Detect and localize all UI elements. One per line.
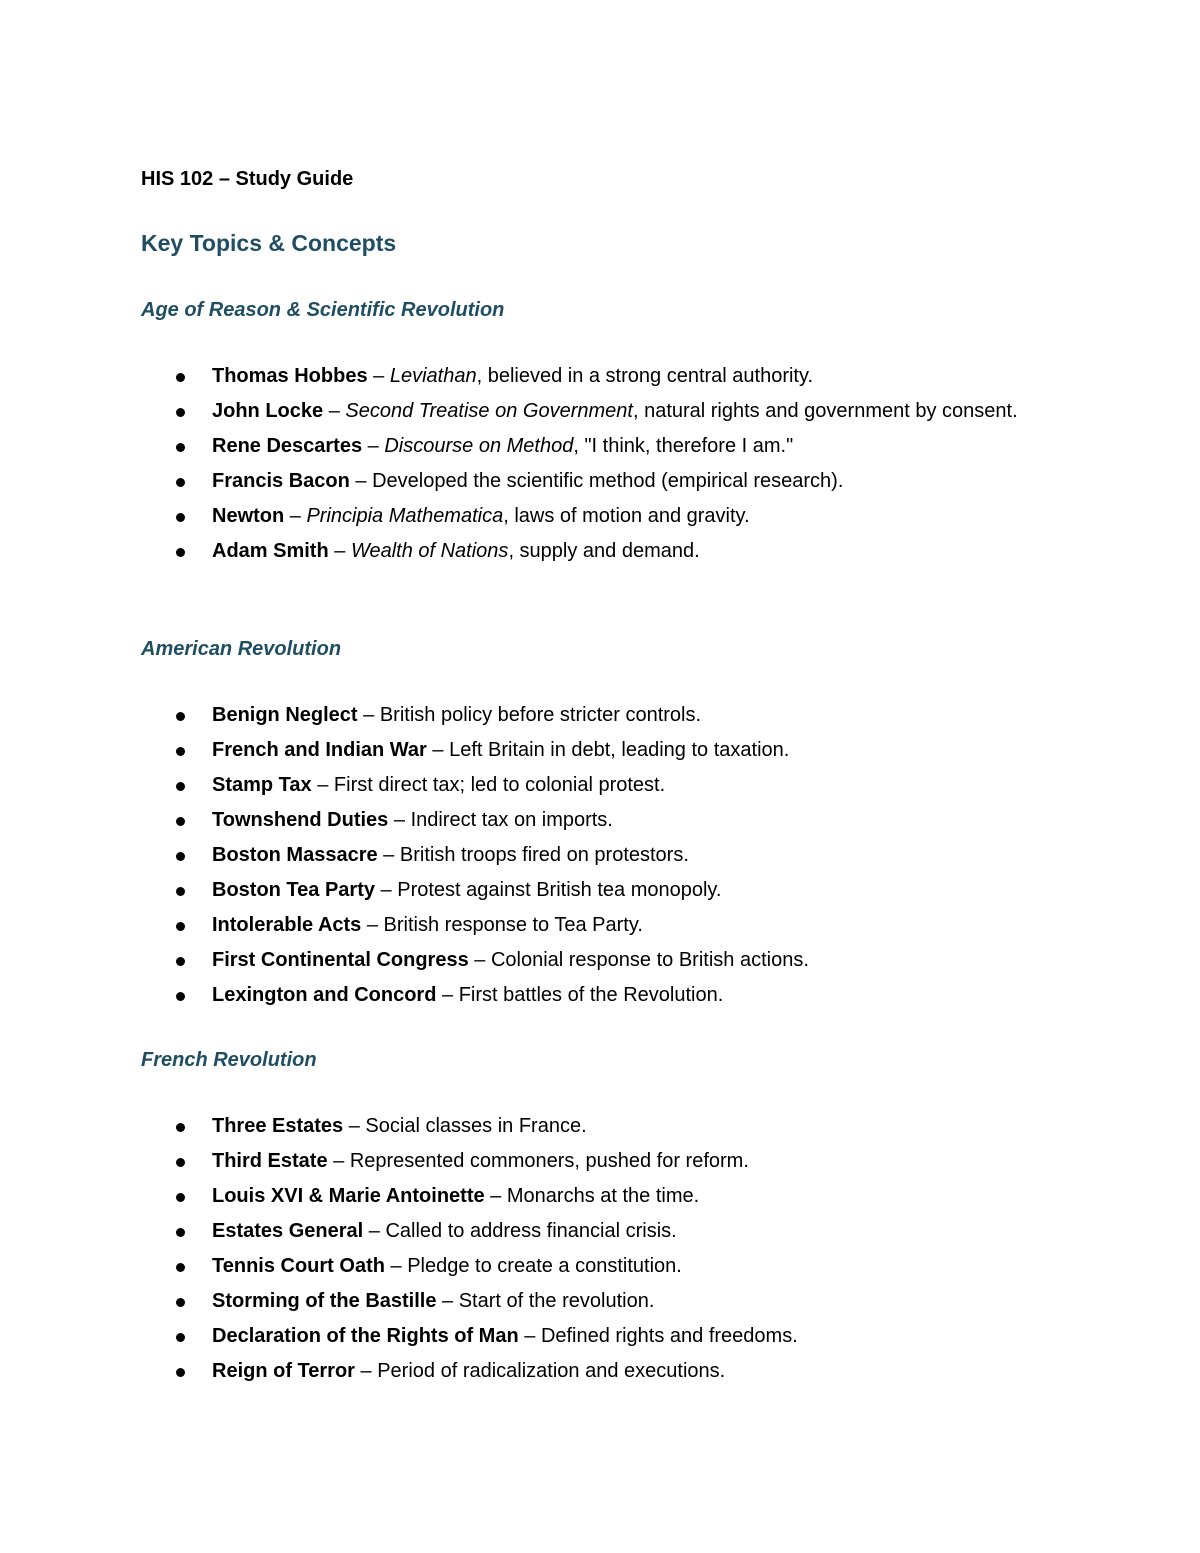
item-term: Boston Massacre [212,844,378,866]
item-term: Louis XVI & Marie Antoinette [212,1185,485,1207]
item-term: John Locke [212,400,324,422]
item-term: Storming of the Bastille [212,1290,437,1312]
bullet-icon [176,1333,185,1342]
item-description: , laws of motion and gravity. [503,505,750,527]
bullet-icon [176,443,185,452]
item-separator: – [436,1290,459,1312]
item-separator: – [468,949,491,971]
item-description: Monarchs at the time. [506,1185,700,1207]
item-separator: – [363,1220,386,1242]
item-description: Indirect tax on imports. [410,809,613,831]
list-item [0,1214,1200,1249]
item-separator: – [362,435,385,457]
item-term: French and Indian War [212,739,427,761]
bullet-icon [176,782,185,791]
item-term: Reign of Terror [212,1360,355,1382]
bullet-icon [176,887,185,896]
item-term: Francis Bacon [212,470,350,492]
item-term: Rene Descartes [212,435,363,457]
list-item [0,464,1200,499]
list-item [0,908,1200,943]
key-topics-heading: Key Topics & Concepts [141,230,397,256]
item-description: , believed in a strong central authority. [476,365,814,387]
list-item [0,698,1200,733]
list-item [0,534,1200,569]
item-description: First direct tax; led to colonial protest. [333,774,666,796]
list-item [0,1284,1200,1319]
item-description: Colonial response to British actions. [490,949,809,971]
section-heading-age-of-reason: Age of Reason & Scientific Revolution [141,299,505,321]
bullet-icon [176,1228,185,1237]
bullet-icon [176,922,185,931]
item-description: Called to address financial crisis. [385,1220,677,1242]
item-work: Principia Mathematica [306,505,504,527]
item-term: Thomas Hobbes [212,365,368,387]
bullet-icon [176,478,185,487]
item-description: Developed the scientific method (empirical research). [372,470,844,492]
item-term: Three Estates [212,1115,344,1137]
item-description: Pledge to create a constitution. [407,1255,682,1277]
section-heading-french-revolution: French Revolution [141,1049,317,1071]
item-term: Lexington and Concord [212,984,437,1006]
bullet-icon [176,817,185,826]
item-description: Start of the revolution. [458,1290,655,1312]
bullet-icon [176,1368,185,1377]
item-description: British policy before stricter controls. [379,704,702,726]
list-item [0,1109,1200,1144]
item-term: Tennis Court Oath [212,1255,385,1277]
item-description: Period of radicalization and executions. [377,1360,726,1382]
item-separator: – [484,1185,507,1207]
bullet-list-age-of-reason [0,359,1200,569]
list-item [0,359,1200,394]
item-term: First Continental Congress [212,949,469,971]
list-item [0,394,1200,429]
list-item [0,1249,1200,1284]
list-item [0,1319,1200,1354]
item-separator: – [327,1150,350,1172]
item-term: Declaration of the Rights of Man [212,1325,519,1347]
bullet-icon [176,712,185,721]
item-separator: – [384,1255,408,1277]
item-separator: – [426,739,450,761]
list-item [0,803,1200,838]
bullet-icon [176,747,185,756]
item-work: Leviathan [389,365,477,387]
item-description: Left Britain in debt, leading to taxation. [449,739,790,761]
item-work: Discourse on Method [384,435,574,457]
list-item [0,873,1200,908]
item-separator: – [343,1115,366,1137]
item-separator: – [375,879,398,901]
list-item [0,978,1200,1013]
bullet-icon [176,1298,185,1307]
bullet-icon [176,513,185,522]
item-description: British response to Tea Party. [383,914,643,936]
item-separator: – [328,540,351,562]
item-term: Intolerable Acts [212,914,362,936]
list-item [0,943,1200,978]
item-separator: – [377,844,400,866]
item-separator: – [518,1325,541,1347]
list-item [0,1144,1200,1179]
item-work: Second Treatise on Government [345,400,633,422]
bullet-list-french-revolution [0,1109,1200,1389]
bullet-icon [176,548,185,557]
list-item [0,733,1200,768]
list-item [0,838,1200,873]
item-description: , natural rights and government by consent. [632,400,1018,422]
bullet-icon [176,992,185,1001]
item-term: Stamp Tax [212,774,312,796]
item-separator: – [349,470,373,492]
bullet-icon [176,852,185,861]
item-description: British troops fired on protestors. [399,844,689,866]
item-term: Adam Smith [212,540,329,562]
item-term: Boston Tea Party [212,879,375,901]
section-heading-american-revolution: American Revolution [141,638,342,660]
item-term: Newton [212,505,285,527]
item-separator: – [357,704,380,726]
item-term: Benign Neglect [212,704,358,726]
item-separator: – [354,1360,378,1382]
list-item [0,429,1200,464]
list-item [0,768,1200,803]
item-separator: – [361,914,384,936]
item-description: Represented commoners, pushed for reform. [349,1150,749,1172]
item-separator: – [388,809,411,831]
bullet-list-american-revolution [0,698,1200,1013]
item-description: , "I think, therefore I am." [573,435,794,457]
item-description: Social classes in France. [365,1115,587,1137]
item-term: Estates General [212,1220,364,1242]
item-term: Townshend Duties [212,809,389,831]
item-separator: – [367,365,390,387]
item-separator: – [284,505,307,527]
list-item [0,1179,1200,1214]
list-item [0,499,1200,534]
item-description: , supply and demand. [508,540,700,562]
bullet-icon [176,373,185,382]
item-separator: – [436,984,459,1006]
bullet-icon [176,1263,185,1272]
item-description: Defined rights and freedoms. [540,1325,798,1347]
item-term: Third Estate [212,1150,328,1172]
bullet-icon [176,408,185,417]
item-separator: – [311,774,334,796]
bullet-icon [176,1123,185,1132]
document-title: HIS 102 – Study Guide [141,168,354,190]
item-work: Wealth of Nations [350,540,509,562]
bullet-icon [176,1193,185,1202]
item-description: Protest against British tea monopoly. [397,879,722,901]
bullet-icon [176,957,185,966]
list-item [0,1354,1200,1389]
bullet-icon [176,1158,185,1167]
item-description: First battles of the Revolution. [458,984,724,1006]
item-separator: – [323,400,346,422]
